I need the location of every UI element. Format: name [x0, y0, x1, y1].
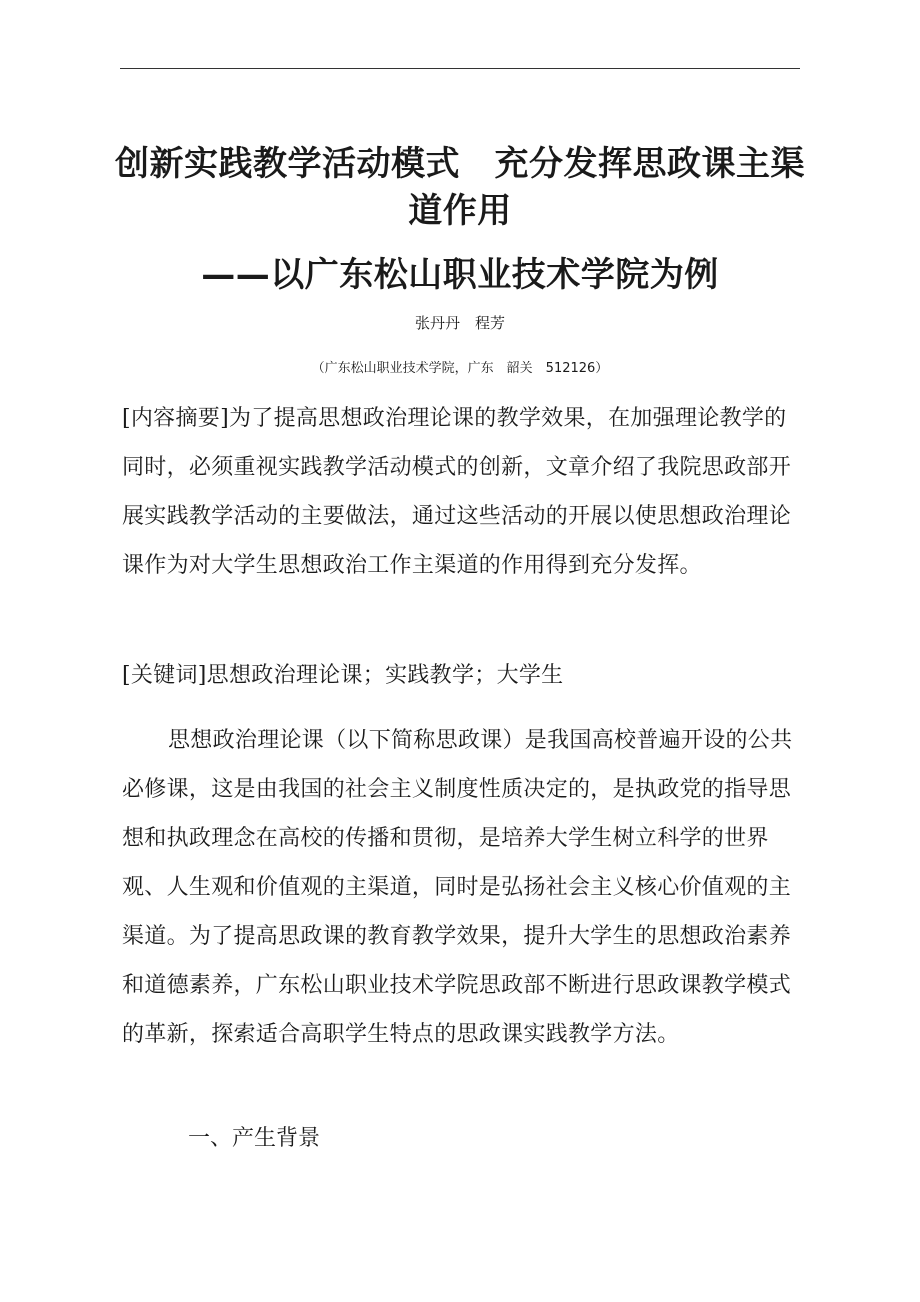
keywords-paragraph: [关键词]思想政治理论课；实践教学；大学生 [122, 663, 564, 688]
title-line-2: 道作用 [408, 191, 512, 231]
header-rule [120, 68, 800, 69]
title-line-1: 创新实践教学活动模式 充分发挥思政课主渠 [115, 144, 805, 184]
affiliation: （广东松山职业技术学院，广东 韶关 512126） [311, 361, 609, 376]
section-heading: 一、产生背景 [188, 1126, 321, 1151]
body-paragraph: 思想政治理论课（以下简称思政课）是我国高校普遍开设的公共必修课，这是由我国的社会主义制度性质决定的，是执政党的指导思想和执政理念在高校的传播和贯彻，是培养大学生树立科学的世界观、人生观和价值观的主渠道，同时是弘扬社会主义核心价值观的主渠道。为了提高思政课的教育教学效果，提升大学生的思想政治素养和道德素养，广东松山职业技术学院思政部不断进行思政课教学模式的革新，探索适合高职学生特点的思政课实践教学方法。 [122, 728, 793, 1047]
authors: 张丹丹 程芳 [414, 314, 505, 332]
abstract-paragraph: [内容摘要]为了提高思想政治理论课的教学效果，在加强理论教学的同时，必须重视实践教学活动模式的创新，文章介绍了我院思政部开展实践教学活动的主要做法，通过这些活动的开展以使思想政治理论课作为对大学生思想政治工作主渠道的作用得到充分发挥。 [122, 406, 792, 578]
subtitle: ——以广东松山职业技术学院为例 [201, 255, 719, 295]
